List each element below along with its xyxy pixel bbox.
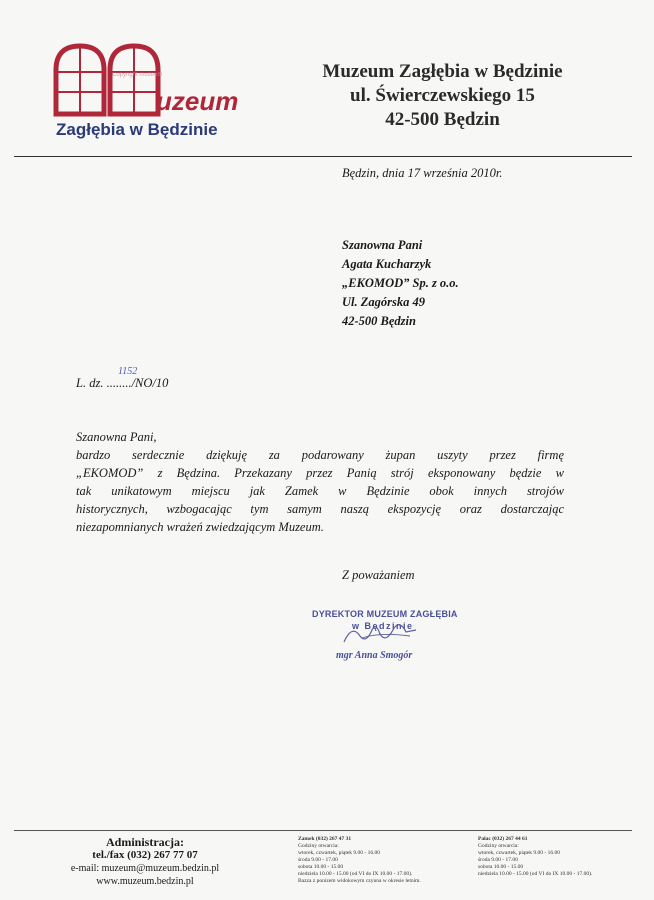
logo-watermark: Copyright museum	[112, 72, 163, 78]
header-line-3: 42-500 Będzin	[385, 109, 500, 130]
header-line-1: Muzeum Zagłębia w Będzinie	[322, 61, 563, 82]
footer-admin-email[interactable]: e-mail: muzeum@muzeum.bedzin.pl	[70, 863, 220, 874]
footer-admin	[40, 836, 250, 888]
body-greeting: Szanowna Pani,	[76, 430, 157, 444]
footer-admin-heading: Administracja:	[106, 835, 184, 849]
body-line-5: niezapomnianych wrażeń zwiedzającym Muzeum.	[76, 520, 324, 534]
footer-zamek-line: sobota 10.00 - 15.00	[298, 864, 344, 870]
date-line: Będzin, dnia 17 września 2010r.	[342, 166, 503, 180]
footer-palac-heading: Pałac (032) 267 44 61	[478, 836, 528, 842]
reference-line	[76, 376, 168, 391]
logo-subtitle: Zagłębia w Będzinie	[56, 120, 218, 139]
footer-zamek-line: wtorek, czwartek, piątek 9.00 - 16.00	[298, 850, 381, 856]
footer-zamek-line: Bazza z ponizem widokowym czynna w okresie letnim.	[298, 878, 421, 884]
recipient-block	[342, 236, 459, 331]
museum-logo	[52, 42, 257, 142]
stamp-place: w Będzinie	[352, 621, 414, 631]
footer-palac-line: niedziela 10.00 - 15.00 (od VI do IX 10.00 - 17.00).	[478, 871, 593, 877]
recipient-name: Agata Kucharzyk	[342, 257, 432, 271]
reference-number: ........	[106, 376, 132, 390]
stamp-name: mgr Anna Smogór	[336, 650, 413, 661]
footer-zamek-line: niedziela 10.00 - 15.00 (od VI do IX 10.00 - 17.00).	[298, 871, 413, 877]
reference-handwritten: 1152	[118, 366, 138, 377]
footer-zamek-line: środa 9.00 - 17.00	[298, 857, 338, 863]
header-line-2: ul. Świerczewskiego 15	[350, 85, 535, 106]
closing: Z poważaniem	[342, 568, 415, 582]
stamp-title: DYREKTOR MUZEUM ZAGŁĘBIA	[312, 609, 458, 619]
footer-admin-phone: tel./fax (032) 267 77 07	[92, 849, 198, 861]
reference-suffix: /NO/10	[131, 376, 169, 390]
body-line-3: tak unikatowym miejscu jak Zamek w Będzinie obok innych strojów	[76, 484, 564, 498]
logo-word: uzeum	[156, 86, 239, 116]
footer-palac-line: wtorek, czwartek, piątek 9.00 - 16.00	[478, 850, 561, 856]
footer-zamek-line: Godziny otwarcia:	[298, 843, 339, 849]
reference-prefix: L. dz.	[76, 376, 107, 390]
footer-palac	[478, 836, 638, 878]
body-line-1: bardzo serdecznie dziękuję za podarowany żupan uszyty przez firmę	[76, 448, 564, 462]
header-divider	[14, 156, 632, 157]
footer-zamek-heading: Zamek (032) 267 47 31	[298, 836, 352, 842]
recipient-salutation: Szanowna Pani	[342, 238, 423, 252]
footer-divider	[14, 830, 632, 831]
body-line-4: historycznych, wzbogacając tym samym naszą ekspozycję oraz dostarczając	[76, 502, 564, 516]
recipient-company: „EKOMOD” Sp. z o.o.	[342, 276, 459, 290]
footer-zamek	[298, 836, 468, 885]
footer-palac-line: Godziny otwarcia:	[478, 843, 519, 849]
recipient-street: Ul. Zagórska 49	[342, 295, 425, 309]
header-address	[270, 60, 615, 132]
footer-palac-line: środa 9.00 - 17.00	[478, 857, 518, 863]
footer-admin-www[interactable]: www.muzeum.bedzin.pl	[96, 876, 194, 887]
footer-palac-line: sobota 10.00 - 15.00	[478, 864, 524, 870]
recipient-city: 42-500 Będzin	[342, 314, 416, 328]
body-line-2: „EKOMOD” z Będzina. Przekazany przez Panią strój eksponowany będzie w	[76, 466, 564, 480]
signature-graphic	[340, 618, 420, 648]
